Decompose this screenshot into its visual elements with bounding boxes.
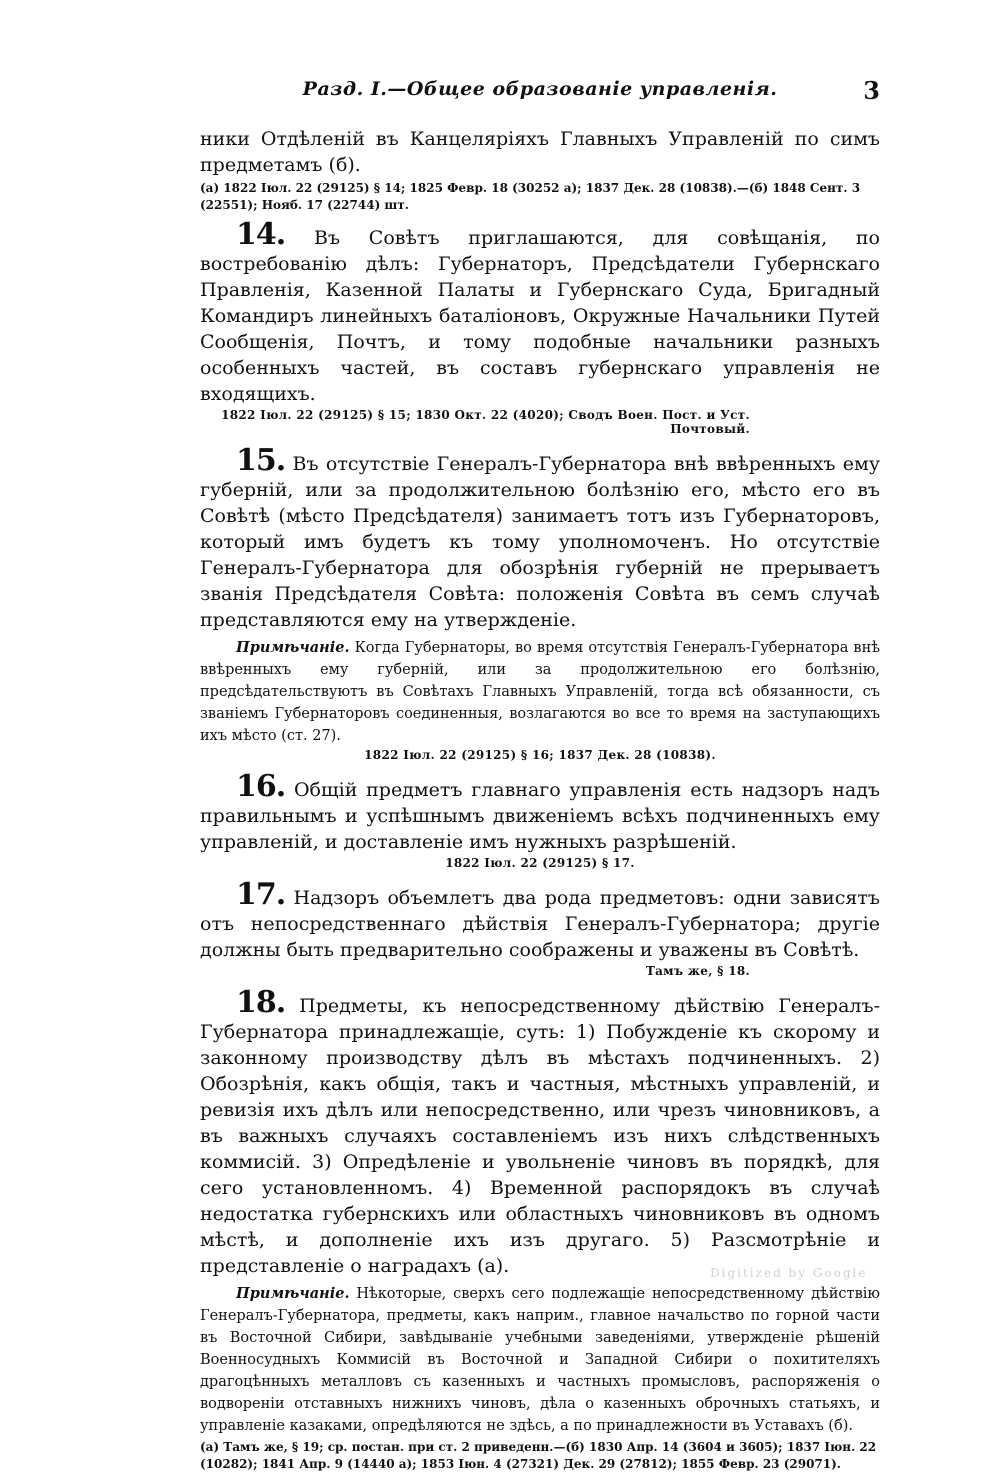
article-paragraph [200,443,880,633]
note-text: Когда Губернаторы, во время отсутствія Генералъ-Губернатора внѣ ввѣренныхъ ему губерній, или за продолжительною его болѣзнію, предсѣдательствуютъ въ Совѣтахъ Главныхъ Управленій, тогда всѣ обязанности, съ званіемъ Губернаторовъ соединенныя, возлагаются во все то время на заступающихъ ихъ мѣсто (ст. 27). [200,640,880,744]
article-paragraph [200,769,880,855]
footnotes: (а) 1822 Іюл. 22 (29125) § 14; 1825 Февр. 18 (30252 а); 1837 Дек. 28 (10838).—(б) 1848 Сент. 3 (22551); Нояб. 17 (22744) шт. [200,181,861,212]
article-text: Предметы, къ непосредственному дѣйствію Генералъ-Губернатора принадлежащіе, суть: 1) Побужденіе къ скорому и законному производству дѣлъ въ мѣстахъ подчиненныхъ. 2) Обозрѣнія, какъ общія, такъ и частныя, мѣстныхъ управленій, и ревизія ихъ дѣлъ или непосредственно, или чрезъ чиновниковъ, а въ важныхъ случаяхъ составленіемъ изъ нихъ слѣдственныхъ коммисій. 3) Опредѣленіе и увольненіе чиновъ въ порядкѣ, для сего установленномъ. 4) Временной распорядокъ въ случаѣ недостатка губернскихъ или областныхъ чиновниковъ въ одномъ мѣстѣ, и дополненіе ихъ изъ другаго. 5) Разсмотрѣніе и представленіе о наградахъ (а). [200,995,881,1277]
continued-paragraph: ники Отдѣленій въ Канцеляріяхъ Главныхъ Управленій по симъ предметамъ (б). [200,128,880,176]
article-source: 1822 Іюл. 22 (29125) § 16; 1837 Дек. 28 (10838). [364,748,716,762]
footnotes: (а) Тамъ же, § 19; ср. постан. при ст. 2 приведенн.—(б) 1830 Апр. 14 (3604 и 3605); 1837 Іюн. 22 (10282); 1841 Апр. 9 (14440 а); 1853 Іюн. 4 (27321) Дек. 29 (27812); 1855 Февр. 23 (29071). [200,1440,877,1471]
article-paragraph [200,217,880,407]
article-number: 16. [236,769,286,804]
article-paragraph [200,985,881,1279]
article-14 [200,217,880,436]
running-title: Разд. I.—Общее образованіе управленія. [302,78,778,100]
article-text: Въ отсутствіе Генералъ-Губернатора внѣ ввѣренныхъ ему губерній, или за продолжительною болѣзнію его, мѣсто его въ Совѣтѣ (мѣсто Предсѣдателя) занимаетъ тотъ изъ Губернаторовъ, который имъ будетъ къ тому уполномоченъ. Но отсутствіе Генералъ-Губернатора для обозрѣнія губерній не прерываетъ званія Предсѣдателя Совѣта: положенія Совѣта въ семъ случаѣ представляются ему на утвержденіе. [200,453,880,631]
article-source: Тамъ же, § 18. [645,964,750,978]
note-label: Примѣчаніе. [236,639,350,656]
article-16 [200,769,880,870]
page-number: 3 [863,76,880,105]
article-source: 1822 Іюл. 22 (29125) § 15; 1830 Окт. 22 (4020); Сводъ Воен. Пост. и Уст. Почтовый. [221,408,750,436]
article-number: 17. [236,877,286,912]
article-number: 15. [236,443,286,478]
article-text: Въ Совѣтъ приглашаются, для совѣщанія, по востребованію дѣлъ: Губернаторъ, Предсѣдатели Губернскаго Правленія, Казенной Палаты и Губернскаго Суда, Бригадный Командиръ линейныхъ баталіоновъ, Окружные Начальники Путей Сообщенія, Почтъ, и тому подобные начальники разныхъ особенныхъ частей, въ составъ губернскаго управленія не входящихъ. [200,227,880,405]
note-label: Примѣчаніе. [236,1285,350,1302]
article-number: 18. [236,985,286,1020]
digitization-watermark: Digitized by Google [710,1266,868,1280]
article-number: 14. [236,217,286,252]
article-text: Надзоръ объемлетъ два рода предметовъ: одни зависятъ отъ непосредственнаго дѣйствія Генералъ-Губернатора; другіе должны быть предварительно соображены и уважены въ Совѣтѣ. [200,887,881,961]
article-15 [200,443,880,762]
article-paragraph [200,877,881,963]
article-17 [200,877,881,978]
page-header [200,78,880,112]
article-note [200,1283,880,1437]
article-18 [200,985,881,1473]
article-source: 1822 Іюл. 22 (29125) § 17. [445,856,635,870]
note-text: Нѣкоторые, сверхъ сего подлежащіе непосредственному дѣйствію Генералъ-Губернатора, предметы, какъ наприм., главное начальство по горной части въ Восточной Сибири, завѣдываніе учебными заведеніями, утвержденіе рѣшеній Военносудныхъ Коммисій въ Восточной и Западной Сибири о похитителяхъ драгоцѣнныхъ металловъ съ казенныхъ и частныхъ промысловъ, распоряженія о водвореніи отставныхъ нижнихъ чиновъ, дѣла о казенныхъ оброчныхъ статьяхъ, и управленіе казаками, опредѣляются не здѣсь, а по принадлежности въ Уставахъ (б). [200,1286,881,1434]
article-text: Общій предметъ главнаго управленія есть надзоръ надъ правильнымъ и успѣшнымъ движеніемъ всѣхъ подчиненныхъ ему управленій, и доставленіе имъ нужныхъ разрѣшеній. [200,779,880,853]
article-note [200,637,880,747]
